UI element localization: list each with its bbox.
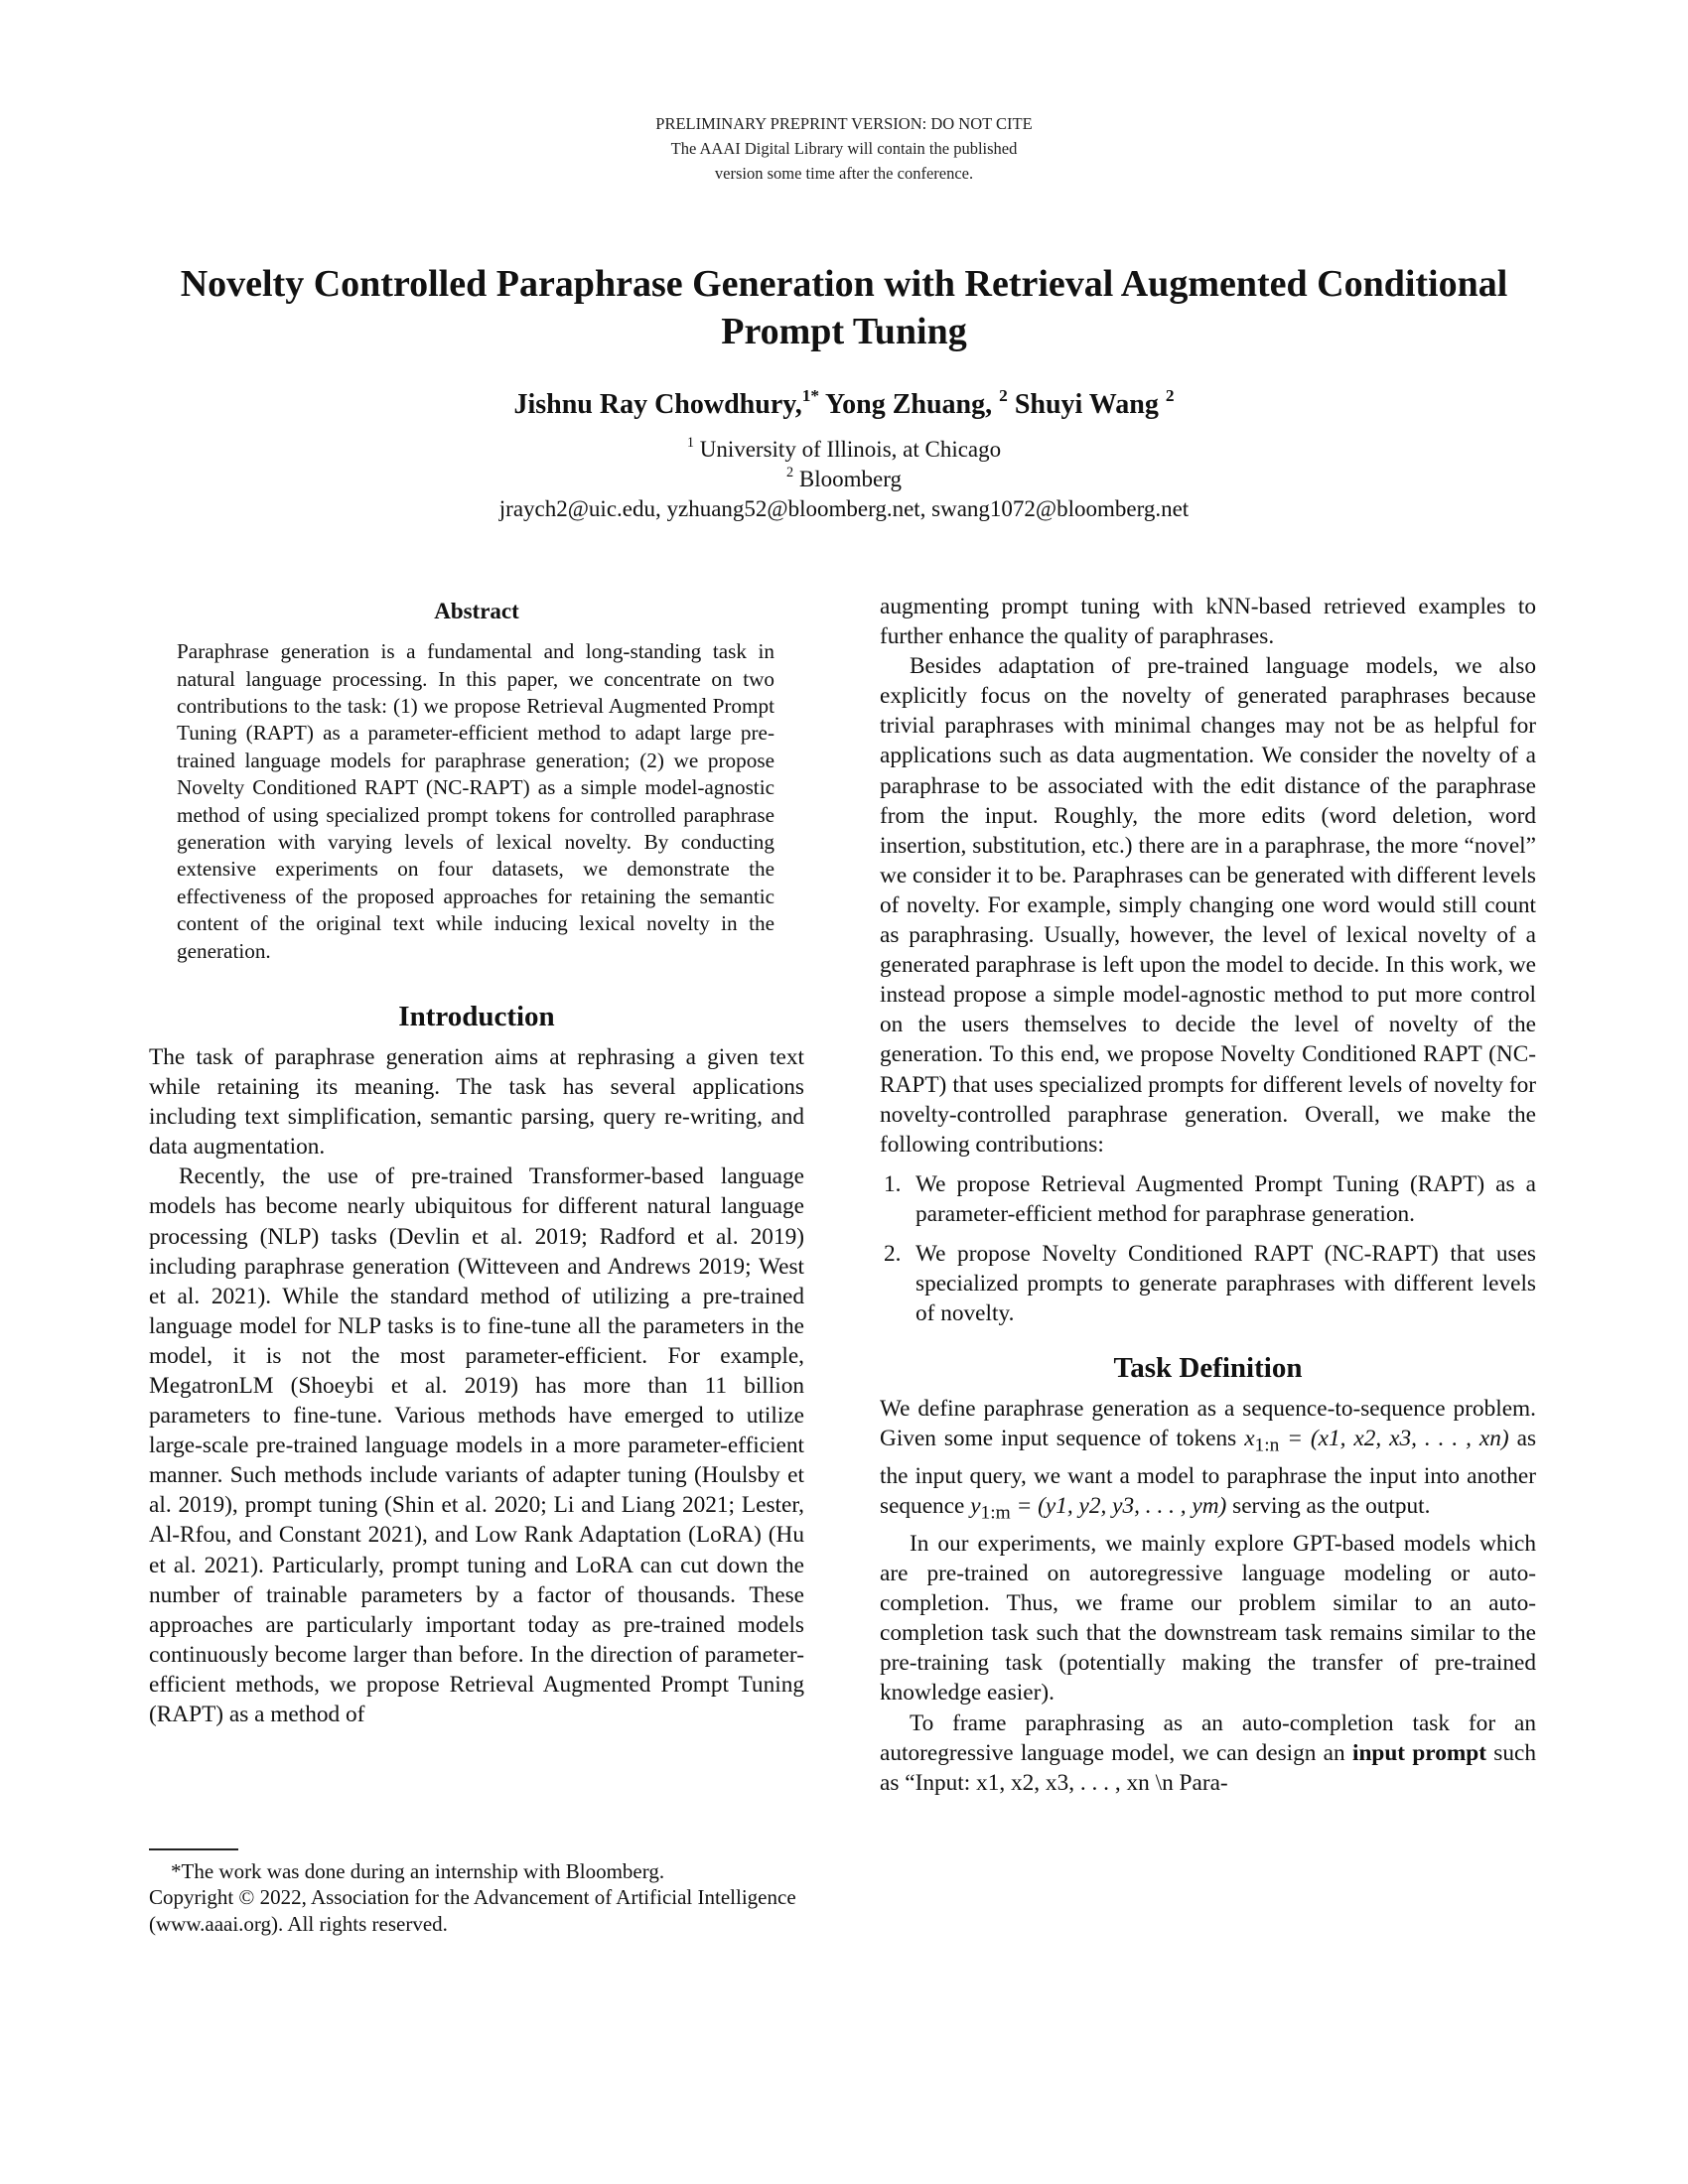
task-p1-text-a: We define paraphrase generation as a sequence-to-sequence problem. Given some input sequence of tokens xyxy=(880,1396,1536,1452)
contribution-list xyxy=(880,1169,1536,1328)
intro-paragraph-2: Recently, the use of pre-trained Transformer-based language models has become nearly ubiquitous for different natural language processing (NLP) tasks (Devlin et al. 2019; Radford et al. 2019) including paraphrase generation (Witteveen and Andrews 2019; West et al. 2021). While the standard method of utilizing a pre-trained language model for NLP tasks is to fine-tune all the parameters in the model, it is not the most parameter-efficient. For example, MegatronLM (Shoeybi et al. 2019) has more than 11 billion parameters to fine-tune. Various methods have emerged to utilize large-scale pre-trained language models in a more parameter-efficient manner. Such methods include variants of adapter tuning (Houlsby et al. 2019), prompt tuning (Shin et al. 2020; Li and Liang 2021; Lester, Al-Rfou, and Constant 2021), and Low Rank Adaptation (LoRA) (Hu et al. 2021). Particularly, prompt tuning and LoRA can cut down the number of trainable parameters by a factor of thousands. These approaches are particularly important today as pre-trained models continuously become larger than before. In the direction of parameter-efficient methods, we propose Retrieval Augmented Prompt Tuning (RAPT) as a method of xyxy=(149,1163,804,1728)
affiliation-2 xyxy=(0,465,1688,494)
contribution-item xyxy=(880,1169,1536,1229)
notice-line-2: The AAAI Digital Library will contain the published xyxy=(670,139,1018,158)
contribution-number: 2. xyxy=(884,1240,902,1267)
left-column xyxy=(149,592,804,1729)
task-p3-text-a: To frame paraphrasing as an auto-completion task for an autoregressive language model, we can design an xyxy=(880,1709,1536,1766)
contribution-text: We propose Novelty Conditioned RAPT (NC-RAPT) that uses specialized prompts to generate paraphrases with different levels of novelty. xyxy=(915,1240,1536,1327)
footnote-divider xyxy=(149,1848,238,1850)
affiliation-2-text: Bloomberg xyxy=(798,467,902,491)
notice-line-1: PRELIMINARY PREPRINT VERSION: DO NOT CITE xyxy=(655,114,1033,133)
task-paragraph-1 xyxy=(880,1394,1536,1529)
task-p3-text-b: such as “Input: x1, x2, x3, . . . , xn \n Para- xyxy=(880,1739,1536,1796)
footnotes xyxy=(149,1848,804,1937)
contribution-number: 1. xyxy=(884,1170,902,1197)
author-3-mark: 2 xyxy=(1165,385,1175,405)
affiliation-2-mark: 2 xyxy=(786,464,794,480)
x-subscript: 1:n xyxy=(1254,1435,1280,1456)
y-tuple: = (y1, y2, y3, . . . , ym) xyxy=(1016,1493,1227,1520)
author-3: Shuyi Wang xyxy=(1014,389,1159,420)
author-emails: jraych2@uic.edu, yzhuang52@bloomberg.net, swang1072@bloomberg.net xyxy=(498,496,1190,521)
y-symbol: y xyxy=(970,1493,981,1520)
affiliation-1-mark: 1 xyxy=(686,434,694,451)
abstract-body xyxy=(149,638,804,965)
affiliations xyxy=(0,435,1688,524)
author-2-mark: 2 xyxy=(999,385,1008,405)
title-line-2: Prompt Tuning xyxy=(721,311,967,352)
title-line-1: Novelty Controlled Paraphrase Generation with Retrieval Augmented Conditional xyxy=(180,263,1508,305)
internship-footnote: *The work was done during an internship with Bloomberg. xyxy=(171,1858,665,1883)
author-2: Yong Zhuang, xyxy=(825,389,993,420)
author-list xyxy=(0,387,1688,423)
paper-title xyxy=(99,260,1589,355)
intro-paragraph-2-continued: augmenting prompt tuning with kNN-based retrieved examples to further enhance the quality of paraphrases. xyxy=(880,594,1536,650)
input-prompt-term: input prompt xyxy=(1351,1739,1486,1766)
affiliation-1 xyxy=(0,435,1688,465)
author-1: Jishnu Ray Chowdhury, xyxy=(513,389,802,420)
task-paragraph-3 xyxy=(880,1708,1536,1798)
task-paragraph-2: In our experiments, we mainly explore GPT-based models which are pre-trained on autoregressive language modeling or auto-completion. Thus, we frame our problem similar to an auto-completion task such that the downstream task remains similar to the pre-training task (potentially making the transfer of pre-trained knowledge easier). xyxy=(880,1530,1536,1706)
notice-line-3: version some time after the conference. xyxy=(714,164,974,183)
abstract-heading: Abstract xyxy=(434,599,519,623)
contribution-text: We propose Retrieval Augmented Prompt Tuning (RAPT) as a parameter-efficient method for paraphrase generation. xyxy=(915,1170,1536,1227)
intro-paragraph-3: Besides adaptation of pre-trained language models, we also explicitly focus on the novelty of generated paraphrases because trivial paraphrases with minimal changes may not be as helpful for applications such as data augmentation. We consider the novelty of a paraphrase to be associated with the edit distance of the paraphrase from the input. Roughly, the more edits (word deletion, word insertion, substitution, etc.) there are in a paraphrase, the more “novel” we consider it to be. Paraphrases can be generated with different levels of novelty. For example, simply changing one word would still count as paraphrasing. Usually, however, the level of lexical novelty of a generated paraphrase is left upon the model to decide. In this work, we instead propose a simple model-agnostic method to put more control on the users themselves to decide the level of novelty of the generation. To this end, we propose Novelty Conditioned RAPT (NC-RAPT) that uses specialized prompts for different levels of novelty for novelty-controlled paraphrase generation. Overall, we make the following contributions: xyxy=(880,653,1536,1158)
intro-paragraph-1: The task of paraphrase generation aims at rephrasing a given text while retaining its meaning. The task has several applications including text simplification, semantic parsing, query re-writing, and data augmentation. xyxy=(149,1043,804,1160)
copyright-notice: Copyright © 2022, Association for the Advancement of Artificial Intelligence (www.aaai.org). All rights reserved. xyxy=(149,1885,796,1936)
task-definition-heading: Task Definition xyxy=(1113,1352,1303,1385)
affiliation-1-text: University of Illinois, at Chicago xyxy=(699,437,1002,462)
y-subscript: 1:m xyxy=(980,1502,1011,1524)
introduction-heading: Introduction xyxy=(398,1000,555,1032)
preprint-notice xyxy=(0,111,1688,186)
right-column xyxy=(880,592,1536,1798)
abstract-text: Paraphrase generation is a fundamental and long-standing task in natural language processing. In this paper, we concentrate on two contributions to the task: (1) we propose Retrieval Augmented Prompt Tuning (RAPT) as a parameter-efficient method to adapt large pre-trained language models for paraphrase generation; (2) we propose Novelty Conditioned RAPT (NC-RAPT) as a simple model-agnostic method of using specialized prompt tokens for controlled paraphrase generation with varying levels of lexical novelty. By conducting extensive experiments on four datasets, we demonstrate the effectiveness of the proposed approaches for retaining the semantic content of the original text while inducing lexical novelty in the generation. xyxy=(177,639,774,963)
task-p1-text-c: serving as the output. xyxy=(1232,1493,1431,1520)
task-p1-text-b: as the input query, we want a model to paraphrase the input into another sequence xyxy=(880,1426,1537,1520)
x-tuple: = (x1, x2, x3, . . . , xn) xyxy=(1287,1426,1509,1452)
contribution-item xyxy=(880,1239,1536,1328)
author-1-mark: 1* xyxy=(801,385,820,405)
x-symbol: x xyxy=(1244,1426,1255,1452)
